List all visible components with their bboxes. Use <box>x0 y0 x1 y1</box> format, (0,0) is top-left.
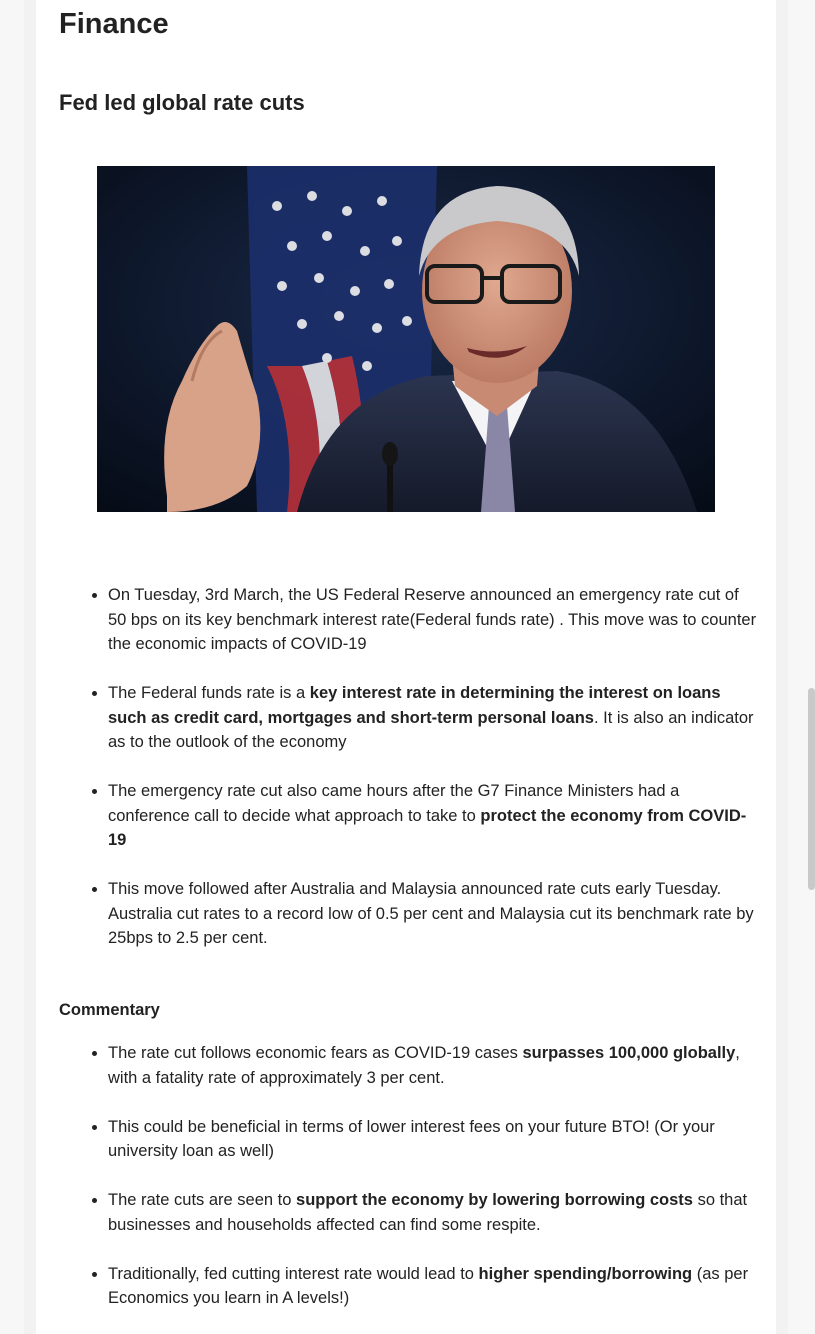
list-item <box>108 779 758 853</box>
text-segment: On Tuesday, 3rd March, the US Federal Reserve announced an emergency rate cut of 50 bps on its key benchmark interest rate(Federal funds rate) . This move was to counter the economic impacts of COVID-19 <box>108 586 757 653</box>
text-segment: . It is also an indicator as to the outlook of the economy <box>108 708 754 751</box>
text-segment: This could be beneficial in terms of lower interest fees on your future BTO! (Or your university loan as well) <box>108 1117 715 1160</box>
commentary-list <box>59 1041 758 1311</box>
article-photo <box>97 166 715 512</box>
list-item <box>108 877 758 951</box>
list-item <box>108 1188 758 1237</box>
list-item <box>108 1262 758 1311</box>
list-item <box>108 681 758 755</box>
bold-text: protect the economy from COVID-19 <box>108 806 747 849</box>
text-segment: The emergency rate cut also came hours after the G7 Finance Ministers had a conference call to decide what approach to take to <box>108 782 680 825</box>
bold-text: surpasses 100,000 globally <box>522 1044 736 1062</box>
bold-text: key interest rate in determining the interest on loans such as credit card, mortgages and short-term personal loans <box>108 684 721 727</box>
text-segment: , with a fatality rate of approximately 3 per cent. <box>108 1044 740 1087</box>
scrollbar-thumb[interactable] <box>808 688 815 890</box>
text-segment: Traditionally, fed cutting interest rate would lead to <box>108 1264 479 1283</box>
bold-text: higher spending/borrowing <box>478 1264 693 1283</box>
list-item <box>108 1041 758 1090</box>
text-segment: The rate cuts are seen to <box>108 1191 297 1209</box>
text-segment: so that businesses and households affected can find some respite. <box>108 1191 748 1234</box>
list-item <box>108 583 758 657</box>
key-points-list <box>59 583 758 951</box>
section-title: Finance <box>59 8 169 40</box>
bold-text: support the economy by lowering borrowing costs <box>296 1191 693 1209</box>
text-segment: The Federal funds rate is a <box>108 684 310 702</box>
commentary-heading: Commentary <box>59 1001 160 1019</box>
text-segment: The rate cut follows economic fears as COVID-19 cases <box>108 1044 523 1062</box>
text-segment: This move followed after Australia and Malaysia announced rate cuts early Tuesday. Australia cut rates to a record low of 0.5 per cent and Malaysia cut its benchmark rate by 25bps to 2.5 per cent. <box>108 880 754 947</box>
article-title: Fed led global rate cuts <box>59 90 305 115</box>
list-item <box>108 1115 758 1164</box>
text-segment: (as per Economics you learn in A levels!) <box>108 1264 749 1307</box>
